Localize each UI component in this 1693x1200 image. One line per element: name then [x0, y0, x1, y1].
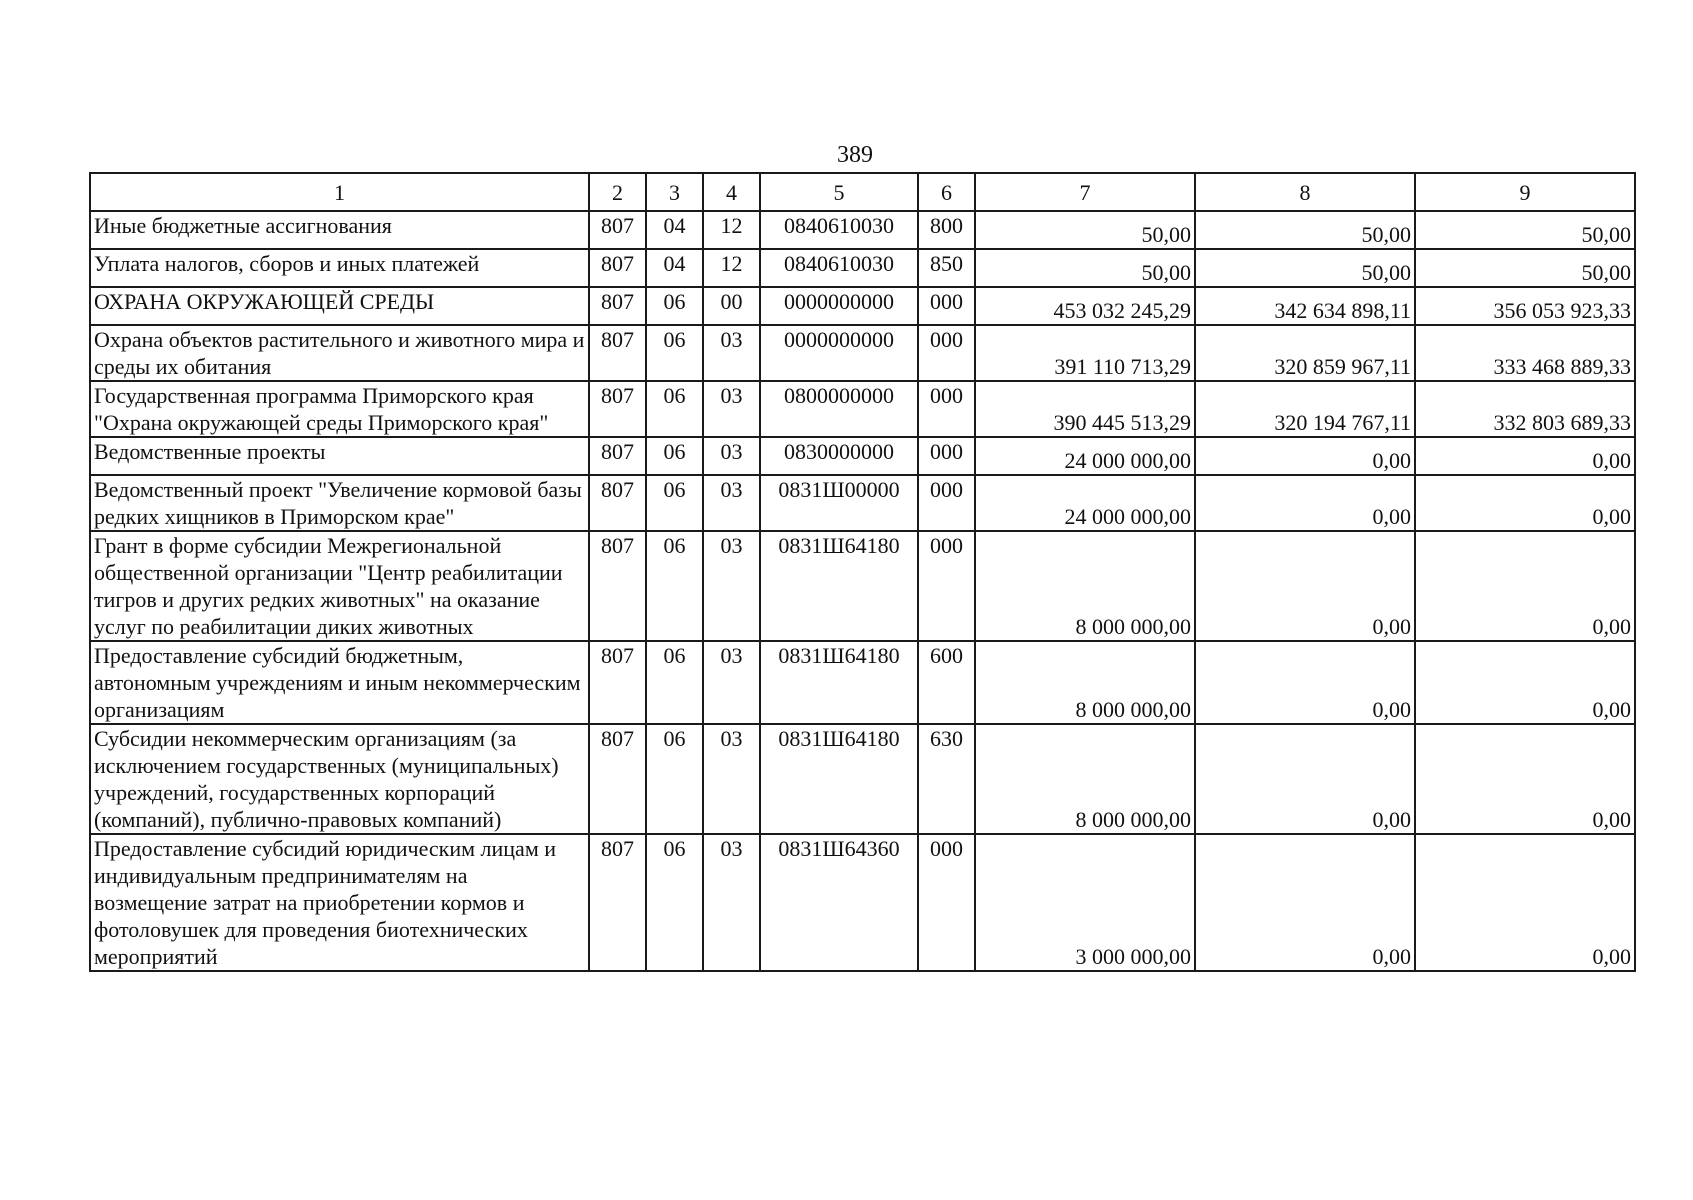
code-cell: 0000000000 [760, 287, 918, 325]
row-name-cell: Ведомственные проекты [90, 437, 589, 475]
code-cell: 600 [918, 641, 975, 724]
row-name-cell: Субсидии некоммерческим организациям (за исключением государственных (муниципальных) учреждений, государственных корпораций (компаний), публично-правовых компаний) [90, 724, 589, 834]
code-cell: 12 [703, 249, 760, 287]
amount-cell: 50,00 [975, 211, 1195, 249]
table-row [90, 325, 1635, 381]
amount-cell: 24 000 000,00 [975, 475, 1195, 531]
code-cell: 03 [703, 381, 760, 437]
code-cell: 000 [918, 437, 975, 475]
code-cell: 807 [589, 475, 646, 531]
amount-cell: 24 000 000,00 [975, 437, 1195, 475]
table-row [90, 249, 1635, 287]
code-cell: 04 [646, 249, 703, 287]
amount-cell: 0,00 [1195, 531, 1415, 641]
amount-cell: 50,00 [1195, 249, 1415, 287]
code-cell: 807 [589, 211, 646, 249]
code-cell: 03 [703, 531, 760, 641]
code-cell: 807 [589, 381, 646, 437]
header-row [90, 173, 1635, 211]
code-cell: 0830000000 [760, 437, 918, 475]
code-cell: 06 [646, 724, 703, 834]
row-name-cell: Государственная программа Приморского края "Охрана окружающей среды Приморского края" [90, 381, 589, 437]
amount-cell: 0,00 [1195, 724, 1415, 834]
amount-cell: 453 032 245,29 [975, 287, 1195, 325]
amount-cell: 3 000 000,00 [975, 834, 1195, 971]
amount-cell: 50,00 [975, 249, 1195, 287]
code-cell: 03 [703, 475, 760, 531]
code-cell: 06 [646, 475, 703, 531]
amount-cell: 0,00 [1415, 475, 1635, 531]
code-cell: 807 [589, 325, 646, 381]
column-header-3: 3 [646, 173, 703, 211]
code-cell: 06 [646, 834, 703, 971]
code-cell: 0831Ш64180 [760, 531, 918, 641]
code-cell: 03 [703, 834, 760, 971]
column-header-1: 1 [90, 173, 589, 211]
amount-cell: 0,00 [1195, 437, 1415, 475]
amount-cell: 0,00 [1415, 531, 1635, 641]
amount-cell: 356 053 923,33 [1415, 287, 1635, 325]
code-cell: 807 [589, 437, 646, 475]
code-cell: 807 [589, 834, 646, 971]
table-row [90, 531, 1635, 641]
amount-cell: 320 194 767,11 [1195, 381, 1415, 437]
row-name-cell: Охрана объектов растительного и животного мира и среды их обитания [90, 325, 589, 381]
amount-cell: 0,00 [1195, 834, 1415, 971]
amount-cell: 0,00 [1415, 724, 1635, 834]
code-cell: 807 [589, 249, 646, 287]
amount-cell: 8 000 000,00 [975, 641, 1195, 724]
code-cell: 0831Ш64180 [760, 641, 918, 724]
table-row [90, 211, 1635, 249]
amount-cell: 8 000 000,00 [975, 531, 1195, 641]
code-cell: 0840610030 [760, 211, 918, 249]
code-cell: 0840610030 [760, 249, 918, 287]
amount-cell: 0,00 [1195, 475, 1415, 531]
column-header-4: 4 [703, 173, 760, 211]
code-cell: 000 [918, 531, 975, 641]
amount-cell: 50,00 [1415, 211, 1635, 249]
column-header-5: 5 [760, 173, 918, 211]
code-cell: 00 [703, 287, 760, 325]
code-cell: 04 [646, 211, 703, 249]
amount-cell: 0,00 [1415, 834, 1635, 971]
amount-cell: 0,00 [1415, 437, 1635, 475]
row-name-cell: Иные бюджетные ассигнования [90, 211, 589, 249]
code-cell: 807 [589, 724, 646, 834]
code-cell: 807 [589, 531, 646, 641]
amount-cell: 8 000 000,00 [975, 724, 1195, 834]
code-cell: 06 [646, 287, 703, 325]
page-number: 389 [837, 142, 873, 168]
code-cell: 06 [646, 325, 703, 381]
table-row [90, 641, 1635, 724]
row-name-cell: Грант в форме субсидии Межрегиональной общественной организации "Центр реабилитации тигров и других редких животных" на оказание услуг по реабилитации диких животных [90, 531, 589, 641]
code-cell: 000 [918, 287, 975, 325]
amount-cell: 332 803 689,33 [1415, 381, 1635, 437]
table-row [90, 287, 1635, 325]
code-cell: 03 [703, 724, 760, 834]
column-header-2: 2 [589, 173, 646, 211]
amount-cell: 50,00 [1415, 249, 1635, 287]
column-header-7: 7 [975, 173, 1195, 211]
column-header-6: 6 [918, 173, 975, 211]
row-name-cell: Уплата налогов, сборов и иных платежей [90, 249, 589, 287]
column-header-8: 8 [1195, 173, 1415, 211]
code-cell: 630 [918, 724, 975, 834]
amount-cell: 333 468 889,33 [1415, 325, 1635, 381]
table-row [90, 834, 1635, 971]
table-row [90, 475, 1635, 531]
code-cell: 000 [918, 834, 975, 971]
code-cell: 03 [703, 641, 760, 724]
code-cell: 06 [646, 381, 703, 437]
code-cell: 000 [918, 325, 975, 381]
code-cell: 0800000000 [760, 381, 918, 437]
amount-cell: 0,00 [1415, 641, 1635, 724]
amount-cell: 320 859 967,11 [1195, 325, 1415, 381]
code-cell: 06 [646, 531, 703, 641]
code-cell: 03 [703, 437, 760, 475]
code-cell: 06 [646, 437, 703, 475]
code-cell: 0000000000 [760, 325, 918, 381]
row-name-cell: Ведомственный проект "Увеличение кормовой базы редких хищников в Приморском крае" [90, 475, 589, 531]
code-cell: 850 [918, 249, 975, 287]
amount-cell: 391 110 713,29 [975, 325, 1195, 381]
table-row [90, 437, 1635, 475]
amount-cell: 50,00 [1195, 211, 1415, 249]
row-name-cell: Предоставление субсидий юридическим лицам и индивидуальным предпринимателям на возмещение затрат на приобретении кормов и фотоловушек для проведения биотехнических мероприятий [90, 834, 589, 971]
code-cell: 800 [918, 211, 975, 249]
code-cell: 000 [918, 475, 975, 531]
code-cell: 0831Ш64180 [760, 724, 918, 834]
amount-cell: 342 634 898,11 [1195, 287, 1415, 325]
row-name-cell: ОХРАНА ОКРУЖАЮЩЕЙ СРЕДЫ [90, 287, 589, 325]
budget-table [89, 172, 1636, 972]
amount-cell: 0,00 [1195, 641, 1415, 724]
column-header-9: 9 [1415, 173, 1635, 211]
code-cell: 12 [703, 211, 760, 249]
code-cell: 06 [646, 641, 703, 724]
row-name-cell: Предоставление субсидий бюджетным, автономным учреждениям и иным некоммерческим организациям [90, 641, 589, 724]
code-cell: 807 [589, 287, 646, 325]
amount-cell: 390 445 513,29 [975, 381, 1195, 437]
code-cell: 807 [589, 641, 646, 724]
code-cell: 0831Ш00000 [760, 475, 918, 531]
table-row [90, 381, 1635, 437]
code-cell: 03 [703, 325, 760, 381]
code-cell: 0831Ш64360 [760, 834, 918, 971]
code-cell: 000 [918, 381, 975, 437]
table-row [90, 724, 1635, 834]
